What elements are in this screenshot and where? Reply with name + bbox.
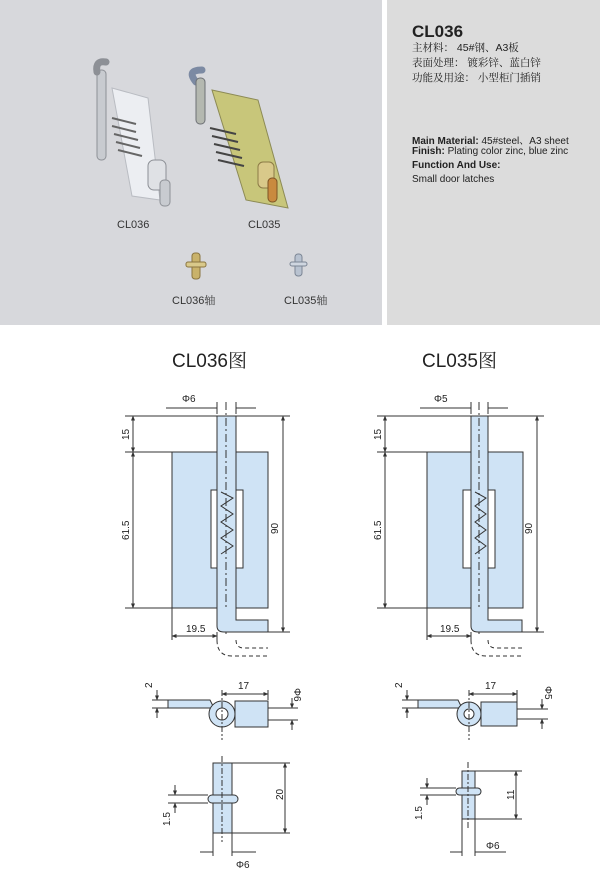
en-finish-value: Plating color zinc, blue zinc [447, 146, 569, 157]
right-front-view [377, 402, 544, 656]
right-dim-17: 17 [485, 681, 497, 692]
left-side-dim-text [144, 681, 302, 702]
right-dim-19-5: 19.5 [440, 624, 460, 635]
left-dim-20: 20 [275, 788, 286, 800]
en-material-label: Main Material: [412, 136, 479, 147]
right-dim-2: 2 [394, 682, 405, 688]
right-dim-phi-bottom: Φ6 [486, 841, 500, 852]
left-dim-2: 2 [144, 682, 155, 688]
cn-finish-value: 镀彩锌、蓝白锌 [467, 57, 541, 69]
en-use-label: Function And Use: [412, 160, 501, 171]
right-shaft-view [420, 762, 522, 856]
right-side-view [402, 690, 548, 740]
left-dim-1-5: 1.5 [162, 812, 173, 826]
right-dim-11: 11 [506, 789, 517, 800]
cn-use-value: 小型柜门插销 [477, 72, 541, 84]
en-use-value: Small door latches [412, 174, 495, 185]
cn-use-label: 功能及用途： [412, 72, 475, 84]
right-dim-phi-side: Φ5 [542, 686, 553, 700]
model-title: CL036 [412, 22, 464, 41]
right-dim-15: 15 [373, 428, 384, 440]
left-front-view [125, 402, 290, 656]
left-dim-90: 90 [270, 522, 281, 534]
en-finish-label: Finish: [412, 146, 445, 157]
right-side-dim-text [394, 681, 553, 700]
en-material-value: 45#steel、A3 sheet [481, 136, 569, 147]
left-dim-19-5: 19.5 [186, 624, 206, 635]
right-dim-61-5: 61.5 [373, 520, 384, 540]
drawing-title-right: CL035图 [422, 351, 497, 372]
cl035-caption: CL035 [248, 219, 281, 231]
drawing-title-left: CL036图 [172, 351, 247, 372]
left-dim-phi-side: Φ6 [291, 688, 302, 702]
cn-material-value: 45#钢、A3板 [456, 42, 519, 54]
cl035-shaft-caption: CL035轴 [284, 295, 328, 307]
cn-finish-label: 表面处理： [412, 57, 465, 69]
left-dim-phi-top: Φ6 [182, 394, 196, 405]
right-dim-90: 90 [524, 522, 535, 534]
left-side-view [152, 690, 298, 740]
cl036-shaft-caption: CL036轴 [172, 295, 216, 307]
right-dim-phi-top: Φ5 [434, 394, 448, 405]
left-dim-phi-bottom: Φ6 [236, 860, 250, 871]
left-shaft-view [168, 756, 290, 856]
right-dim-1-5: 1.5 [414, 806, 425, 820]
left-dim-61-5: 61.5 [121, 520, 132, 540]
left-dim-15: 15 [121, 428, 132, 440]
cl036-caption: CL036 [117, 219, 150, 231]
cn-material-label: 主材料： [412, 42, 454, 54]
left-dim-17: 17 [238, 681, 250, 692]
